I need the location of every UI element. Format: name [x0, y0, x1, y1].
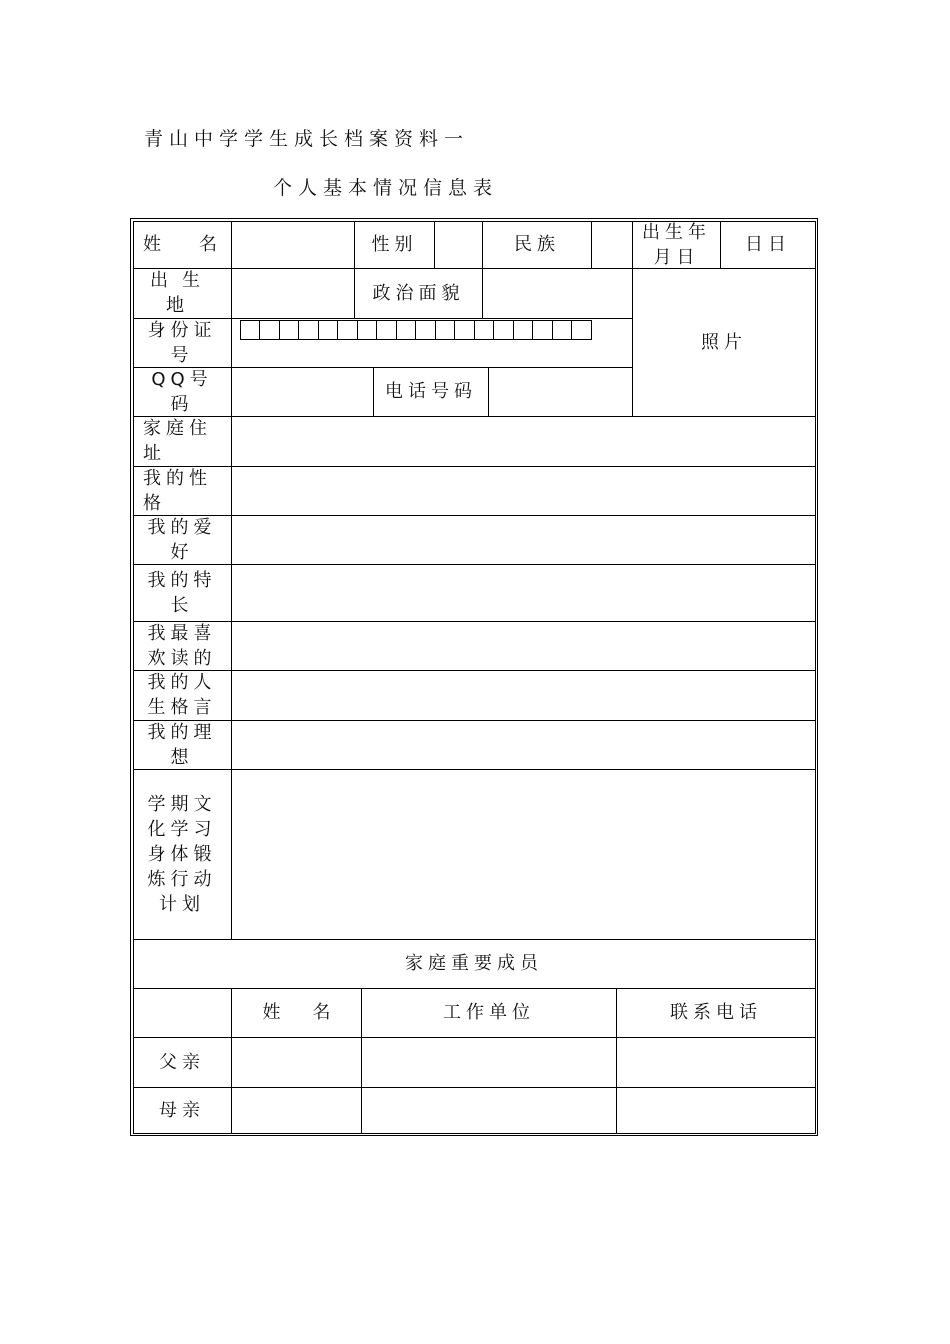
talent-label: 我的特长 — [147, 569, 217, 616]
ethnicity-label: 民族 — [514, 234, 560, 255]
id-digit-box[interactable] — [357, 320, 377, 340]
father-phone-field[interactable] — [617, 1037, 815, 1087]
politics-label: 政治面貌 — [372, 282, 465, 304]
phone-label: 电话号码 — [385, 381, 477, 402]
favorite-reading-field[interactable] — [232, 621, 815, 670]
personality-field[interactable] — [232, 466, 815, 515]
gender-field[interactable] — [435, 221, 482, 268]
family-section-title: 家庭重要成员 — [405, 953, 543, 974]
id-digit-box[interactable] — [260, 320, 280, 340]
family-col-name — [232, 988, 361, 1037]
hobby-field[interactable] — [232, 515, 815, 564]
birthplace-label: 出生地 — [150, 270, 214, 316]
name-label — [133, 221, 255, 268]
id-digit-box[interactable] — [513, 320, 533, 340]
id-digit-box[interactable] — [338, 320, 358, 340]
family-col-workplace: 工作单位 — [443, 1002, 535, 1023]
id-digit-box[interactable] — [494, 320, 514, 340]
ideal-label: 我的理想 — [147, 721, 217, 768]
hobby-label: 我的爱好 — [147, 516, 217, 563]
favorite-reading-label: 我最喜欢读的 — [147, 622, 217, 669]
id-digit-box[interactable] — [474, 320, 494, 340]
id-digit-box[interactable] — [240, 320, 260, 340]
gender-label: 性别 — [371, 234, 418, 255]
talent-field[interactable] — [232, 564, 815, 621]
id-digit-box[interactable] — [533, 320, 553, 340]
qq-label: QQ号码 — [151, 368, 213, 415]
ethnicity-field[interactable] — [592, 221, 632, 268]
id-digit-box[interactable] — [552, 320, 572, 340]
family-col-name-text: 姓名 — [262, 1002, 363, 1023]
ideal-field[interactable] — [232, 720, 815, 769]
family-col-phone: 联系电话 — [670, 1002, 762, 1023]
id-digit-box[interactable] — [318, 320, 338, 340]
motto-field[interactable] — [232, 670, 815, 720]
father-workplace-field[interactable] — [362, 1037, 616, 1087]
id-digit-box[interactable] — [572, 320, 592, 340]
birthplace-field[interactable] — [232, 268, 354, 318]
mother-row-label: 母亲 — [159, 1100, 205, 1121]
plan-label: 学期文化学习身体锻炼行动计划 — [147, 793, 217, 915]
father-name-field[interactable] — [232, 1037, 361, 1087]
phone-field[interactable] — [489, 367, 632, 416]
id-digit-box[interactable] — [377, 320, 397, 340]
form-subtitle: 个人基本情况信息表 — [273, 177, 499, 199]
name-label-text: 姓名 — [143, 234, 255, 255]
id-digit-box[interactable] — [455, 320, 475, 340]
id-digit-box[interactable] — [416, 320, 436, 340]
id-number-label: 身份证号 — [147, 319, 217, 366]
motto-label: 我的人生格言 — [147, 672, 217, 718]
photo-area[interactable]: 照片 — [701, 331, 747, 353]
address-label: 家庭住址 — [143, 418, 212, 464]
birth-value[interactable]: 日日 — [745, 234, 791, 255]
birth-label: 出生年月日 — [642, 221, 711, 268]
father-row-label: 父亲 — [159, 1051, 205, 1073]
document-title: 青山中学学生成长档案资料一 — [144, 128, 470, 150]
plan-field[interactable] — [232, 769, 815, 939]
id-digit-box[interactable] — [299, 320, 319, 340]
mother-name-field[interactable] — [232, 1087, 361, 1134]
id-digit-box[interactable] — [396, 320, 416, 340]
qq-field[interactable] — [232, 367, 373, 416]
mother-workplace-field[interactable] — [362, 1087, 616, 1134]
name-field[interactable] — [232, 221, 354, 268]
address-field[interactable] — [232, 416, 815, 466]
family-header-blank — [133, 988, 231, 1037]
politics-field[interactable] — [483, 268, 632, 318]
mother-phone-field[interactable] — [617, 1087, 815, 1134]
id-digit-box[interactable] — [435, 320, 455, 340]
personality-label: 我的性格 — [143, 467, 212, 514]
id-digit-box[interactable] — [279, 320, 299, 340]
